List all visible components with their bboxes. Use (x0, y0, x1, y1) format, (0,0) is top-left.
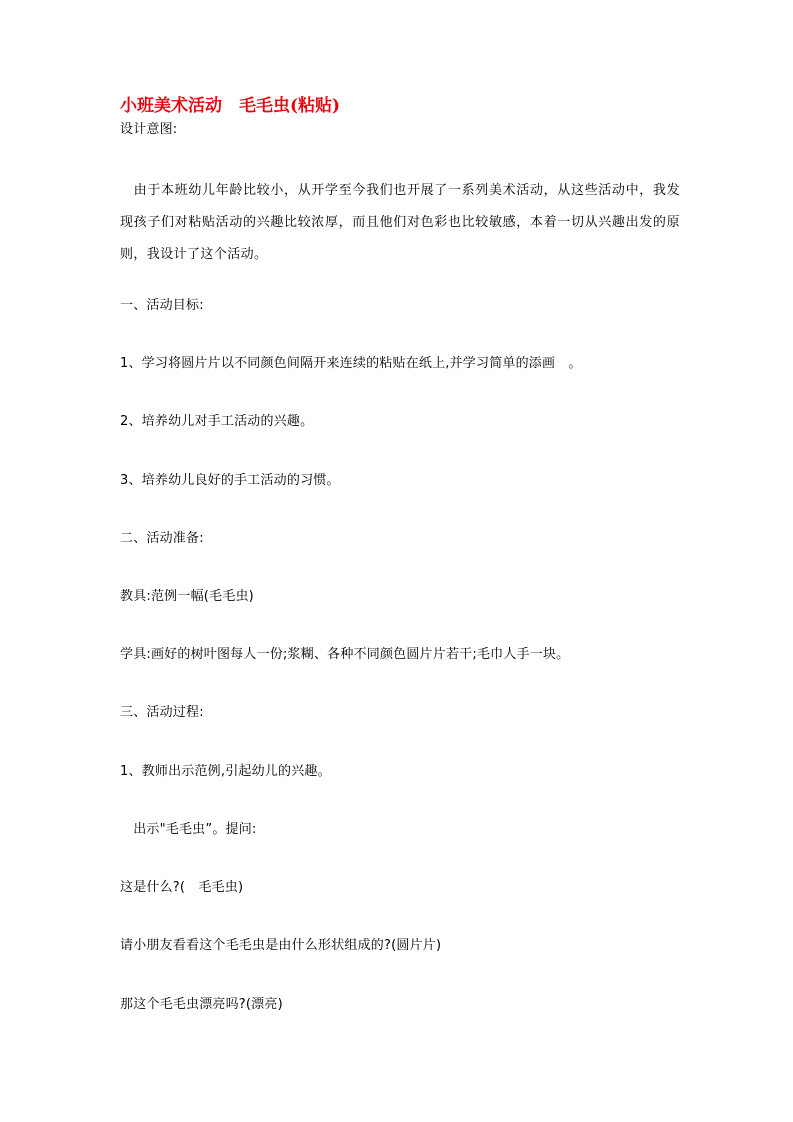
goal-item-1: 1、学习将圆片片以不同颜色间隔开来连续的粘贴在纸上,并学习简单的添画 。 (120, 356, 582, 371)
process-step-1: 1、教师出示范例,引起幼儿的兴趣。 (120, 764, 331, 779)
design-intent-label: 设计意图: (120, 122, 178, 137)
goal-item-3: 3、培养幼儿良好的手工活动的习惯。 (120, 473, 340, 488)
document-title: 小班美术活动 毛毛虫(粘贴) (120, 96, 341, 116)
question-line-1: 这是什么?( 毛毛虫) (120, 880, 244, 895)
section-heading-preparation: 二、活动准备: (120, 531, 204, 546)
design-intent-paragraph: 由于本班幼儿年龄比较小，从开学至今我们也开展了一系列美术活动，从这些活动中，我发现孩子们对粘贴活动的兴趣比较浓厚，而且他们对色彩也比较敏感，本着一切从兴趣出发的原则，我设计了这个活动。 (120, 183, 680, 262)
show-example-line: 出示"毛毛虫”。提问: (120, 822, 257, 837)
section-heading-goals: 一、活动目标: (120, 298, 204, 313)
learning-aids-line: 学具:画好的树叶图每人一份;浆糊、各种不同颜色圆片片若干;毛巾人手一块。 (120, 647, 570, 662)
question-line-3: 那这个毛毛虫漂亮吗?(漂亮) (120, 997, 283, 1012)
section-heading-process: 三、活动过程: (120, 705, 204, 720)
teaching-aids-line: 教具:范例一幅(毛毛虫) (120, 589, 254, 604)
question-line-2: 请小朋友看看这个毛毛虫是由什么形状组成的?(圆片片) (120, 938, 442, 953)
goal-item-2: 2、培养幼儿对手工活动的兴趣。 (120, 414, 314, 429)
